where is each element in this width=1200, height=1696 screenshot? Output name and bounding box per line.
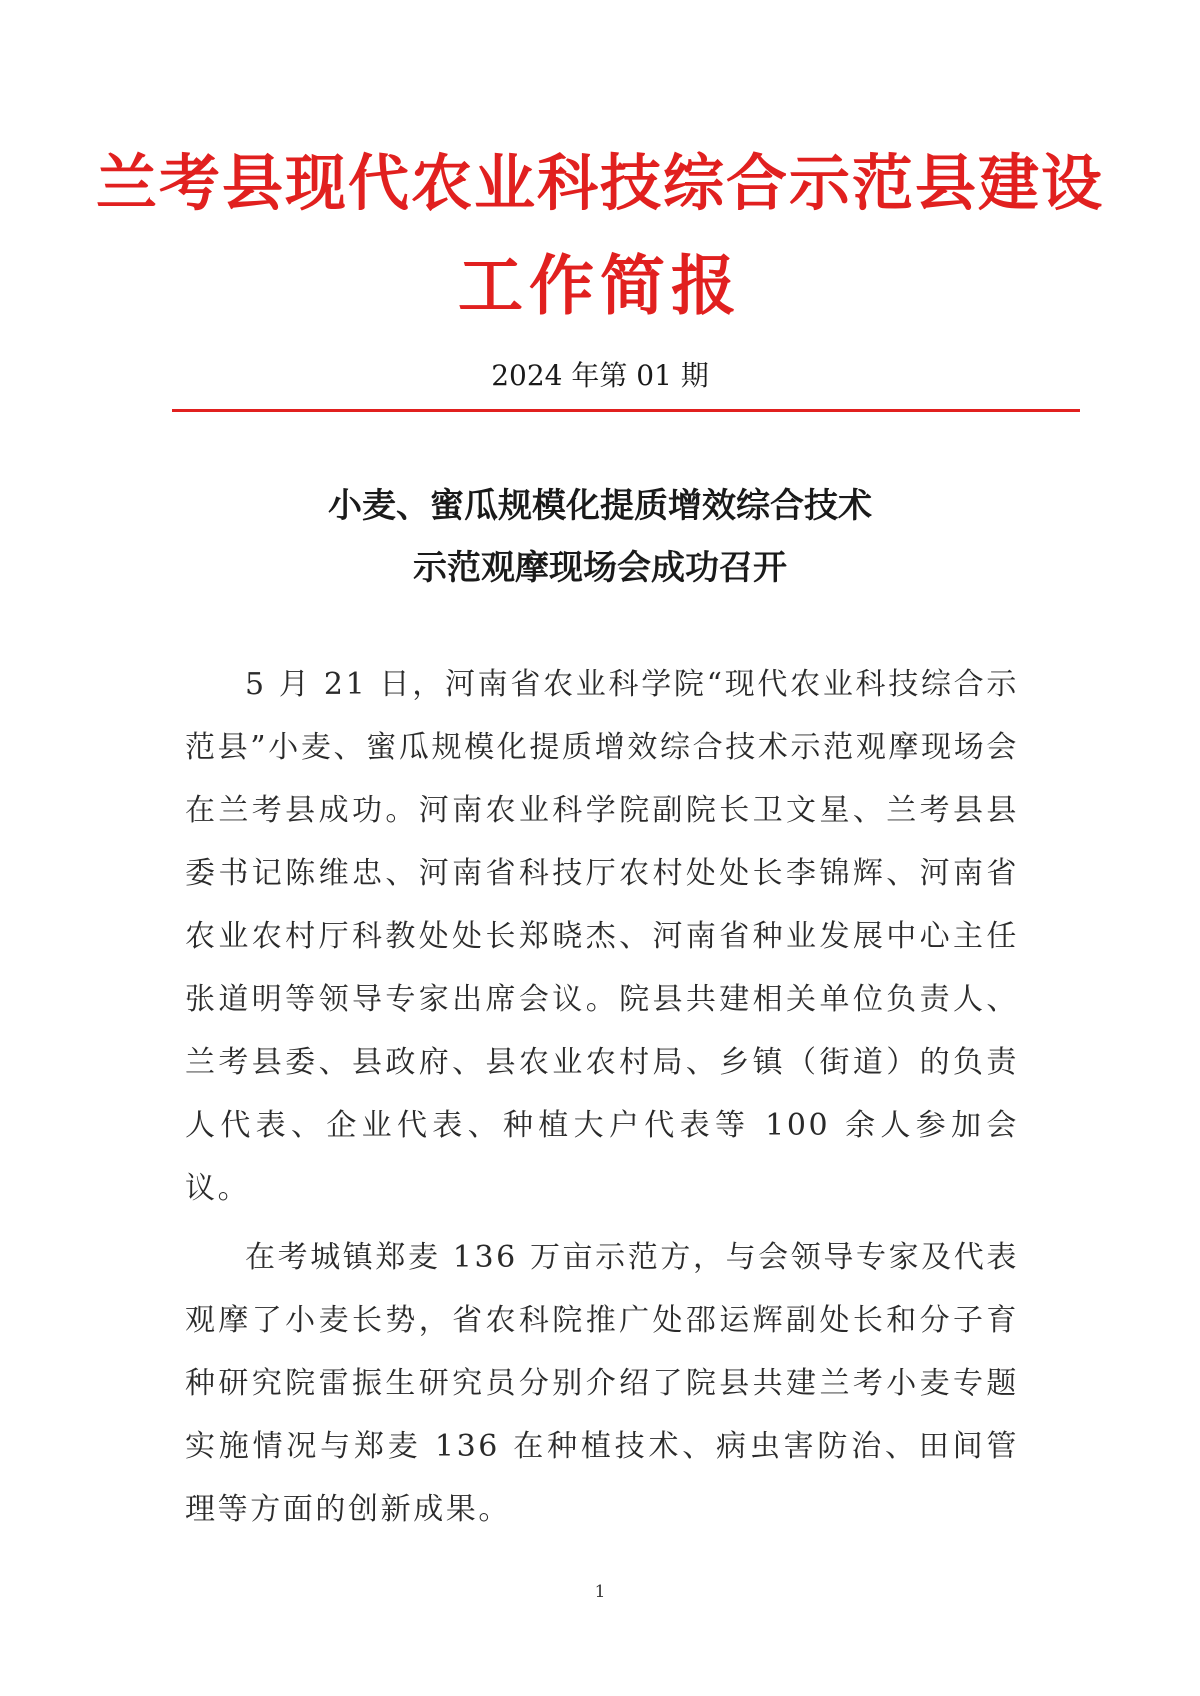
masthead-title-line-1: 兰考县现代农业科技综合示范县建设 [95, 148, 1104, 219]
body-paragraph: 5 月 21 日，河南省农业科学院“现代农业科技综合示范县”小麦、蜜瓜规模化提质增效综合技术示范观摩现场会在兰考县成功。河南农业科学院副院长卫文星、兰考县县委书记陈维忠、河南省科技厅农村处处长李锦辉、河南省农业农村厅科教处处长郑晓杰、河南省种业发展中心主任张道明等领导专家出席会议。院县共建相关单位负责人、兰考县委、县政府、县农业农村局、乡镇（街道）的负责人代表、企业代表、种植大户代表等 100 余人参加会议。 [185, 667, 1019, 1206]
masthead-title-line-2: 工作简报 [457, 248, 742, 324]
article-headline-line-1: 小麦、蜜瓜规模化提质增效综合技术 [328, 486, 872, 526]
masthead-divider [172, 409, 1080, 412]
article-body [185, 653, 1019, 1547]
article-headline-line-2: 示范观摩现场会成功召开 [413, 548, 787, 588]
issue-number: 2024 年第 01 期 [491, 359, 709, 392]
page-number: 1 [594, 1582, 606, 1602]
body-paragraph: 在考城镇郑麦 136 万亩示范方，与会领导专家及代表观摩了小麦长势，省农科院推广处邵运辉副处长和分子育种研究院雷振生研究员分别介绍了院县共建兰考小麦专题实施情况与郑麦 136 在种植技术、病虫害防治、田间管理等方面的创新成果。 [185, 1240, 1019, 1527]
